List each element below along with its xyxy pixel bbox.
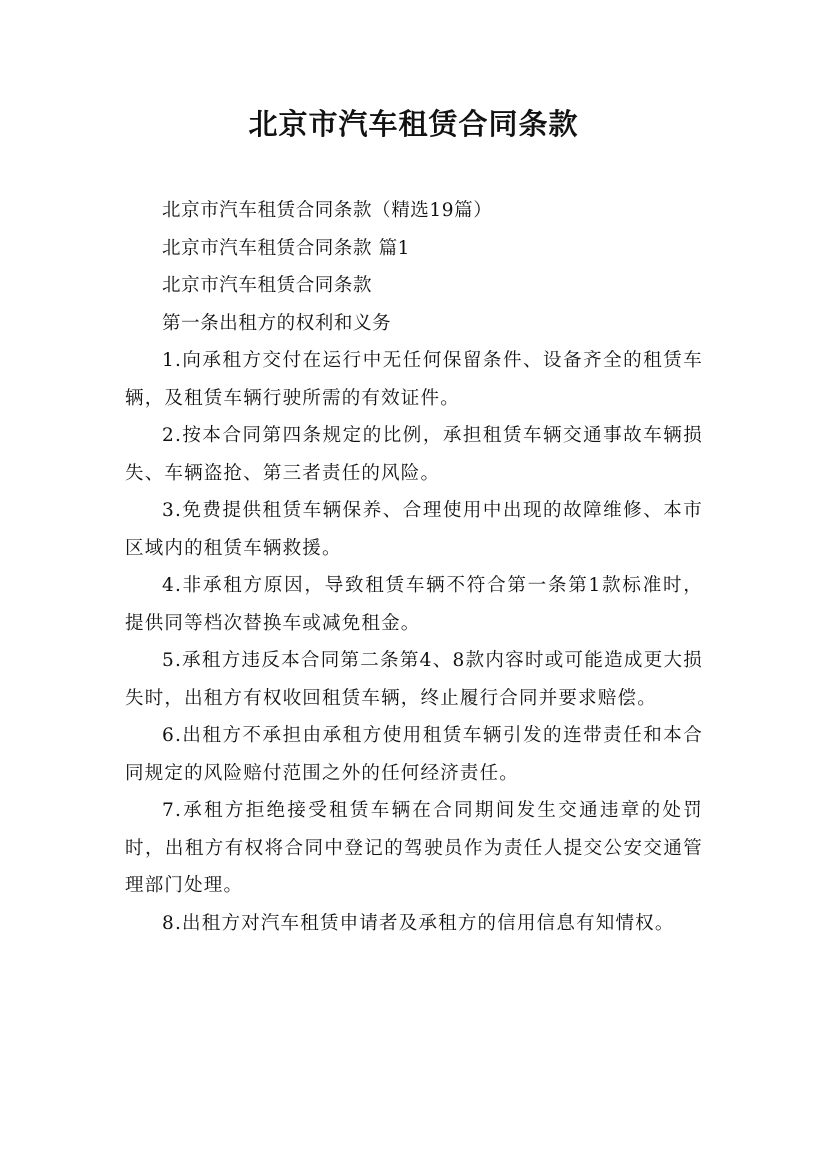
clause-3: 3.免费提供租赁车辆保养、合理使用中出现的故障维修、本市区域内的租赁车辆救援。 xyxy=(125,500,703,559)
clause-1: 1.向承租方交付在运行中无任何保留条件、设备齐全的租赁车辆，及租赁车辆行驶所需的有效证件。 xyxy=(125,350,703,409)
clause-7: 7.承租方拒绝接受租赁车辆在合同期间发生交通违章的处罚时，出租方有权将合同中登记的驾驶员作为责任人提交公安交通管理部门处理。 xyxy=(125,800,703,896)
document-title: 北京市汽车租赁合同条款 xyxy=(248,107,579,141)
clause-4: 4.非承租方原因，导致租赁车辆不符合第一条第1款标准时，提供同等档次替换车或减免租金。 xyxy=(125,575,703,634)
clause-6: 6.出租方不承担由承租方使用租赁车辆引发的连带责任和本合同规定的风险赔付范围之外的任何经济责任。 xyxy=(125,725,703,784)
clause-2: 2.按本合同第四条规定的比例，承担租赁车辆交通事故车辆损失、车辆盗抢、第三者责任的风险。 xyxy=(125,425,703,484)
intro-line-collection-title: 北京市汽车租赁合同条款（精选19篇） xyxy=(162,200,493,221)
intro-line-contract-title: 北京市汽车租赁合同条款 xyxy=(162,275,373,296)
document-body xyxy=(125,192,703,942)
section-heading-article-one: 第一条出租方的权利和义务 xyxy=(162,312,392,334)
clause-8: 8.出租方对汽车租赁申请者及承租方的信用信息有知情权。 xyxy=(162,912,675,934)
clause-5: 5.承租方违反本合同第二条第4、8款内容时或可能造成更大损失时，出租方有权收回租赁车辆，终止履行合同并要求赔偿。 xyxy=(125,650,703,709)
intro-line-article-heading: 北京市汽车租赁合同条款 篇1 xyxy=(162,237,411,259)
